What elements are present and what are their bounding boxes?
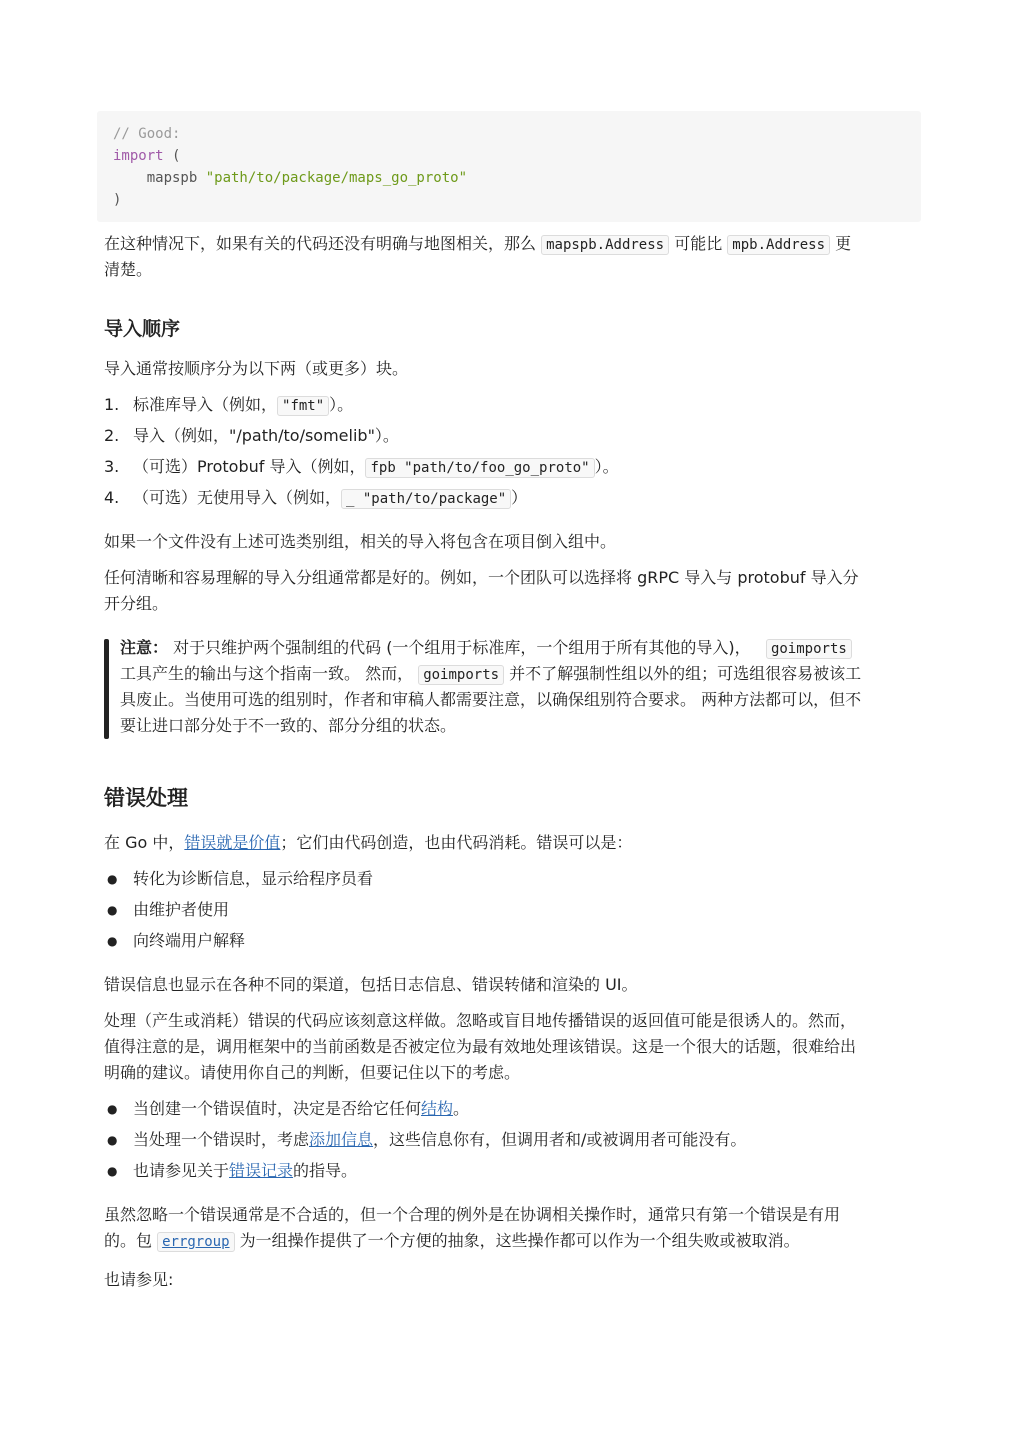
bullet-icon: ● [107, 1133, 118, 1147]
code-comment: // Good: [113, 126, 181, 142]
text: ，这些信息你有，但调用者和/或被调用者可能没有。 [373, 1130, 747, 1149]
paragraph [104, 830, 632, 856]
inline-code: _ "path/to/package" [341, 489, 511, 509]
code-line-4 [113, 189, 121, 211]
code-close-paren: ) [113, 192, 122, 208]
list-item [104, 423, 399, 449]
text: 对于只维护两个强制组的代码 (一个组用于标准库，一个组用于所有其他的导入)， [168, 638, 751, 657]
section-heading: 错误处理 [104, 786, 188, 810]
note-line-1 [120, 635, 852, 662]
note-line-2 [120, 661, 861, 688]
list-item [104, 454, 619, 481]
text: （可选）Protobuf 导入（例如， [133, 457, 366, 476]
paragraph [104, 231, 851, 258]
paragraph: 也请参见: [104, 1270, 174, 1289]
text: 也请参见关于 [133, 1161, 230, 1180]
paragraph-continuation: 明确的建议。请使用你自己的判断，但要记住以下的考虑。 [104, 1063, 521, 1082]
list-number: 3. [104, 457, 120, 476]
inline-code: mpb.Address [727, 235, 830, 255]
paragraph: 错误信息也显示在各种不同的渠道，包括日志信息、错误转储和渲染的 UI。 [104, 975, 638, 994]
list-number: 1. [104, 395, 120, 414]
text: 导入（例如，"/path/to/somelib"）。 [133, 426, 399, 445]
list-number: 2. [104, 426, 120, 445]
paragraph-continuation: 开分组。 [104, 594, 169, 613]
text: 的指导。 [293, 1161, 358, 1180]
text: 向终端用户解释 [133, 931, 246, 950]
text: 的。包 [104, 1231, 158, 1250]
text: 由维护者使用 [133, 900, 230, 919]
text: ） [511, 488, 528, 507]
error-logging-link[interactable]: 错误记录 [229, 1161, 294, 1180]
list-item [104, 392, 353, 419]
paragraph-continuation: 值得注意的是，调用框架中的当前函数是否被定位为最有效地处理该错误。这是一个很大的话题，很难给出 [104, 1037, 857, 1056]
note-label: 注意： [120, 638, 169, 657]
text: 。 [453, 1099, 470, 1118]
adding-information-link[interactable]: 添加信息 [309, 1130, 374, 1149]
structure-link[interactable]: 结构 [421, 1099, 454, 1118]
list-item [104, 928, 245, 954]
text: 在这种情况下，如果有关的代码还没有明确与地图相关，那么 [104, 234, 542, 253]
inline-code: fpb "path/to/foo_go_proto" [365, 458, 594, 478]
paragraph: 如果一个文件没有上述可选类别组，相关的导入将包含在项目倒入组中。 [104, 532, 617, 551]
bullet-icon: ● [107, 903, 118, 917]
text: ）。 [594, 457, 619, 476]
text: 工具产生的输出与这个指南一致。 然而， [120, 664, 414, 683]
bullet-icon: ● [107, 934, 118, 948]
list-item [104, 1158, 357, 1184]
errgroup-link[interactable]: errgroup [157, 1232, 234, 1252]
section-heading: 导入顺序 [104, 318, 181, 340]
text: 可能比 [669, 234, 728, 253]
paragraph: 任何清晰和容易理解的导入分组通常都是好的。例如，一个团队可以选择将 gRPC 导入与 protobuf 导入分 [104, 568, 859, 587]
inline-code: goimports [766, 639, 852, 659]
list-item [104, 897, 229, 923]
list-item [104, 1096, 469, 1122]
bullet-icon: ● [107, 1102, 118, 1116]
list-item [104, 1127, 746, 1153]
inline-code: mapspb.Address [541, 235, 669, 255]
code-line-3 [113, 167, 467, 189]
text: 为一组操作提供了一个方便的抽象，这些操作都可以作为一个组失败或被取消。 [234, 1231, 800, 1250]
text: ）。 [329, 395, 354, 414]
text: 标准库导入（例如， [133, 395, 278, 414]
code-open-paren: ( [163, 148, 181, 164]
code-keyword: import [113, 148, 164, 164]
inline-code: "fmt" [277, 396, 329, 416]
code-line-1 [113, 123, 180, 145]
list-item [104, 485, 527, 512]
note-line-4: 要让进口部分处于不一致的、部分分组的状态。 [120, 716, 457, 735]
text: （可选）无使用导入（例如， [133, 488, 342, 507]
text: 当创建一个错误值时，决定是否给它任何 [133, 1099, 422, 1118]
note-bar [104, 639, 109, 739]
bullet-icon: ● [107, 1164, 118, 1178]
paragraph-continuation [104, 1228, 800, 1255]
note-callout [104, 637, 916, 739]
inline-code: goimports [418, 665, 504, 685]
code-string: "path/to/package/maps_go_proto" [205, 170, 468, 186]
paragraph-continuation: 清楚。 [104, 260, 153, 279]
errors-are-values-link[interactable]: 错误就是价值 [184, 833, 281, 852]
paragraph: 导入通常按顺序分为以下两（或更多）块。 [104, 359, 409, 378]
note-line-3: 具废止。当使用可选的组别时，作者和审稿人都需要注意，以确保组别符合要求。 两种方法都可以，但不 [120, 690, 862, 709]
list-item [104, 866, 373, 892]
text: 并不了解强制性组以外的组；可选组很容易被该工 [504, 664, 862, 683]
code-block [97, 111, 921, 222]
bullet-icon: ● [107, 872, 118, 886]
paragraph: 处理（产生或消耗）错误的代码应该刻意这样做。忽略或盲目地传播错误的返回值可能是很诱人的。然而， [104, 1011, 857, 1030]
text: ；它们由代码创造，也由代码消耗。错误可以是： [280, 833, 633, 852]
text: 更 [830, 234, 852, 253]
code-line-2 [113, 145, 180, 167]
text: 转化为诊断信息，显示给程序员看 [133, 869, 374, 888]
code-alias: mapspb [113, 170, 206, 186]
paragraph: 虽然忽略一个错误通常是不合适的，但一个合理的例外是在协调相关操作时，通常只有第一个错误是有用 [104, 1205, 841, 1224]
text: 当处理一个错误时，考虑 [133, 1130, 310, 1149]
list-number: 4. [104, 488, 120, 507]
text: 在 Go 中， [104, 833, 185, 852]
